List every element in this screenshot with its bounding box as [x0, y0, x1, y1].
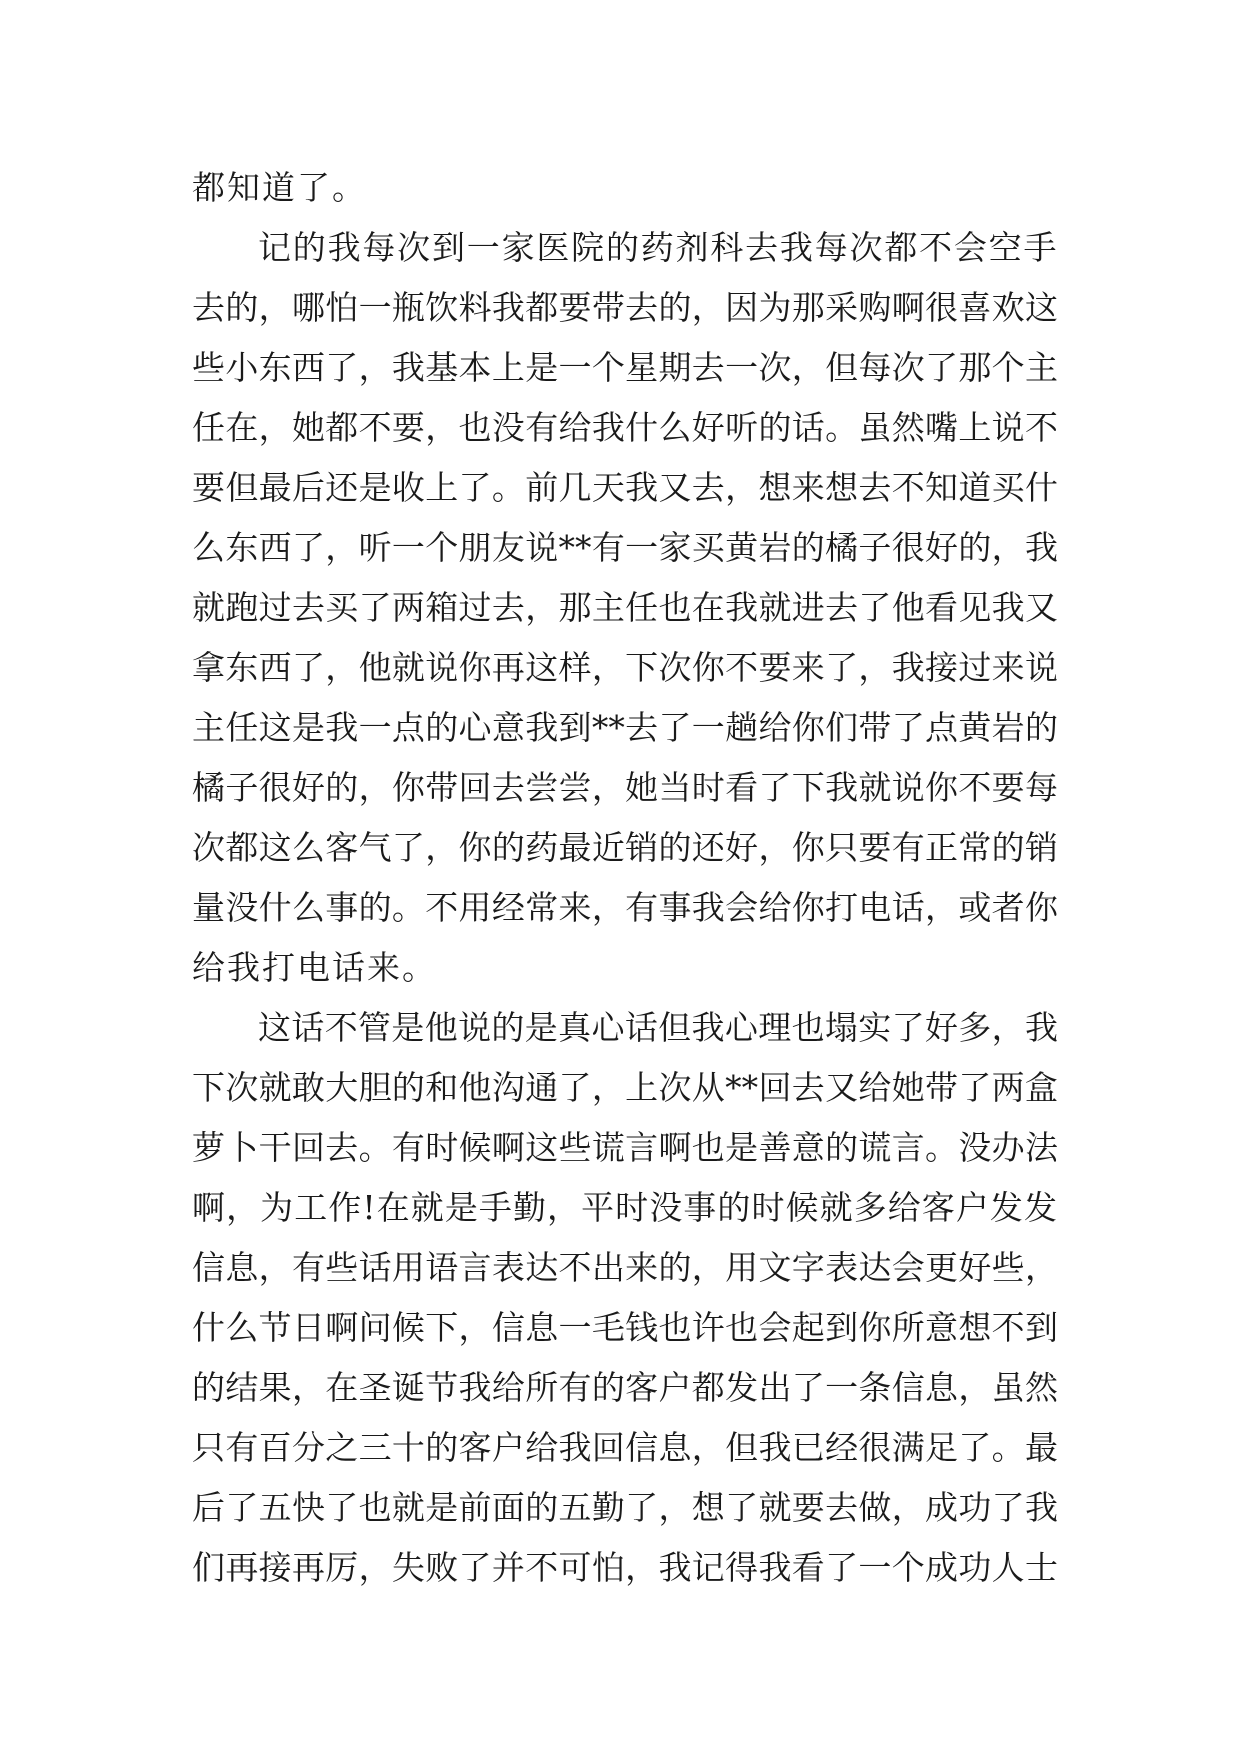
- text-line: 都知道了。: [192, 168, 367, 207]
- text-line: 给我打电话来。: [192, 948, 437, 987]
- text-line: 记的我每次到一家医院的药剂科去我每次都不会空手: [258, 228, 1058, 267]
- paragraph-1: [192, 158, 1058, 218]
- paragraph-2: [192, 218, 1058, 998]
- text-line: 次都这么客气了，你的药最近销的还好，你只要有正常的销: [192, 828, 1058, 867]
- text-line: 的结果，在圣诞节我给所有的客户都发出了一条信息，虽然: [192, 1368, 1058, 1407]
- text-line: 们再接再厉，失败了并不可怕，我记得我看了一个成功人士: [192, 1548, 1058, 1587]
- text-line: 么东西了，听一个朋友说**有一家买黄岩的橘子很好的，我: [192, 528, 1058, 567]
- text-line: 要但最后还是收上了。前几天我又去，想来想去不知道买什: [192, 468, 1058, 507]
- text-line: 些小东西了，我基本上是一个星期去一次，但每次了那个主: [192, 348, 1058, 387]
- text-line: 只有百分之三十的客户给我回信息，但我已经很满足了。最: [192, 1428, 1058, 1467]
- paragraph-3: [192, 998, 1058, 1598]
- text-line: 啊，为工作!在就是手勤，平时没事的时候就多给客户发发: [192, 1188, 1058, 1227]
- text-line: 主任这是我一点的心意我到**去了一趟给你们带了点黄岩的: [192, 708, 1058, 747]
- text-line: 信息，有些话用语言表达不出来的，用文字表达会更好些，: [192, 1248, 1058, 1287]
- text-line: 去的，哪怕一瓶饮料我都要带去的，因为那采购啊很喜欢这: [192, 288, 1058, 327]
- text-line: 就跑过去买了两箱过去，那主任也在我就进去了他看见我又: [192, 588, 1058, 627]
- text-line: 这话不管是他说的是真心话但我心理也塌实了好多，我: [258, 1008, 1058, 1047]
- text-line: 拿东西了，他就说你再这样，下次你不要来了，我接过来说: [192, 648, 1058, 687]
- text-line: 下次就敢大胆的和他沟通了，上次从**回去又给她带了两盒: [192, 1068, 1058, 1107]
- body-text: [192, 158, 1058, 1598]
- text-line: 量没什么事的。不用经常来，有事我会给你打电话，或者你: [192, 888, 1058, 927]
- text-line: 后了五快了也就是前面的五勤了，想了就要去做，成功了我: [192, 1488, 1058, 1527]
- text-line: 橘子很好的，你带回去尝尝，她当时看了下我就说你不要每: [192, 768, 1058, 807]
- text-line: 萝卜干回去。有时候啊这些谎言啊也是善意的谎言。没办法: [192, 1128, 1058, 1167]
- text-line: 任在，她都不要，也没有给我什么好听的话。虽然嘴上说不: [192, 408, 1058, 447]
- text-line: 什么节日啊问候下，信息一毛钱也许也会起到你所意想不到: [192, 1308, 1058, 1347]
